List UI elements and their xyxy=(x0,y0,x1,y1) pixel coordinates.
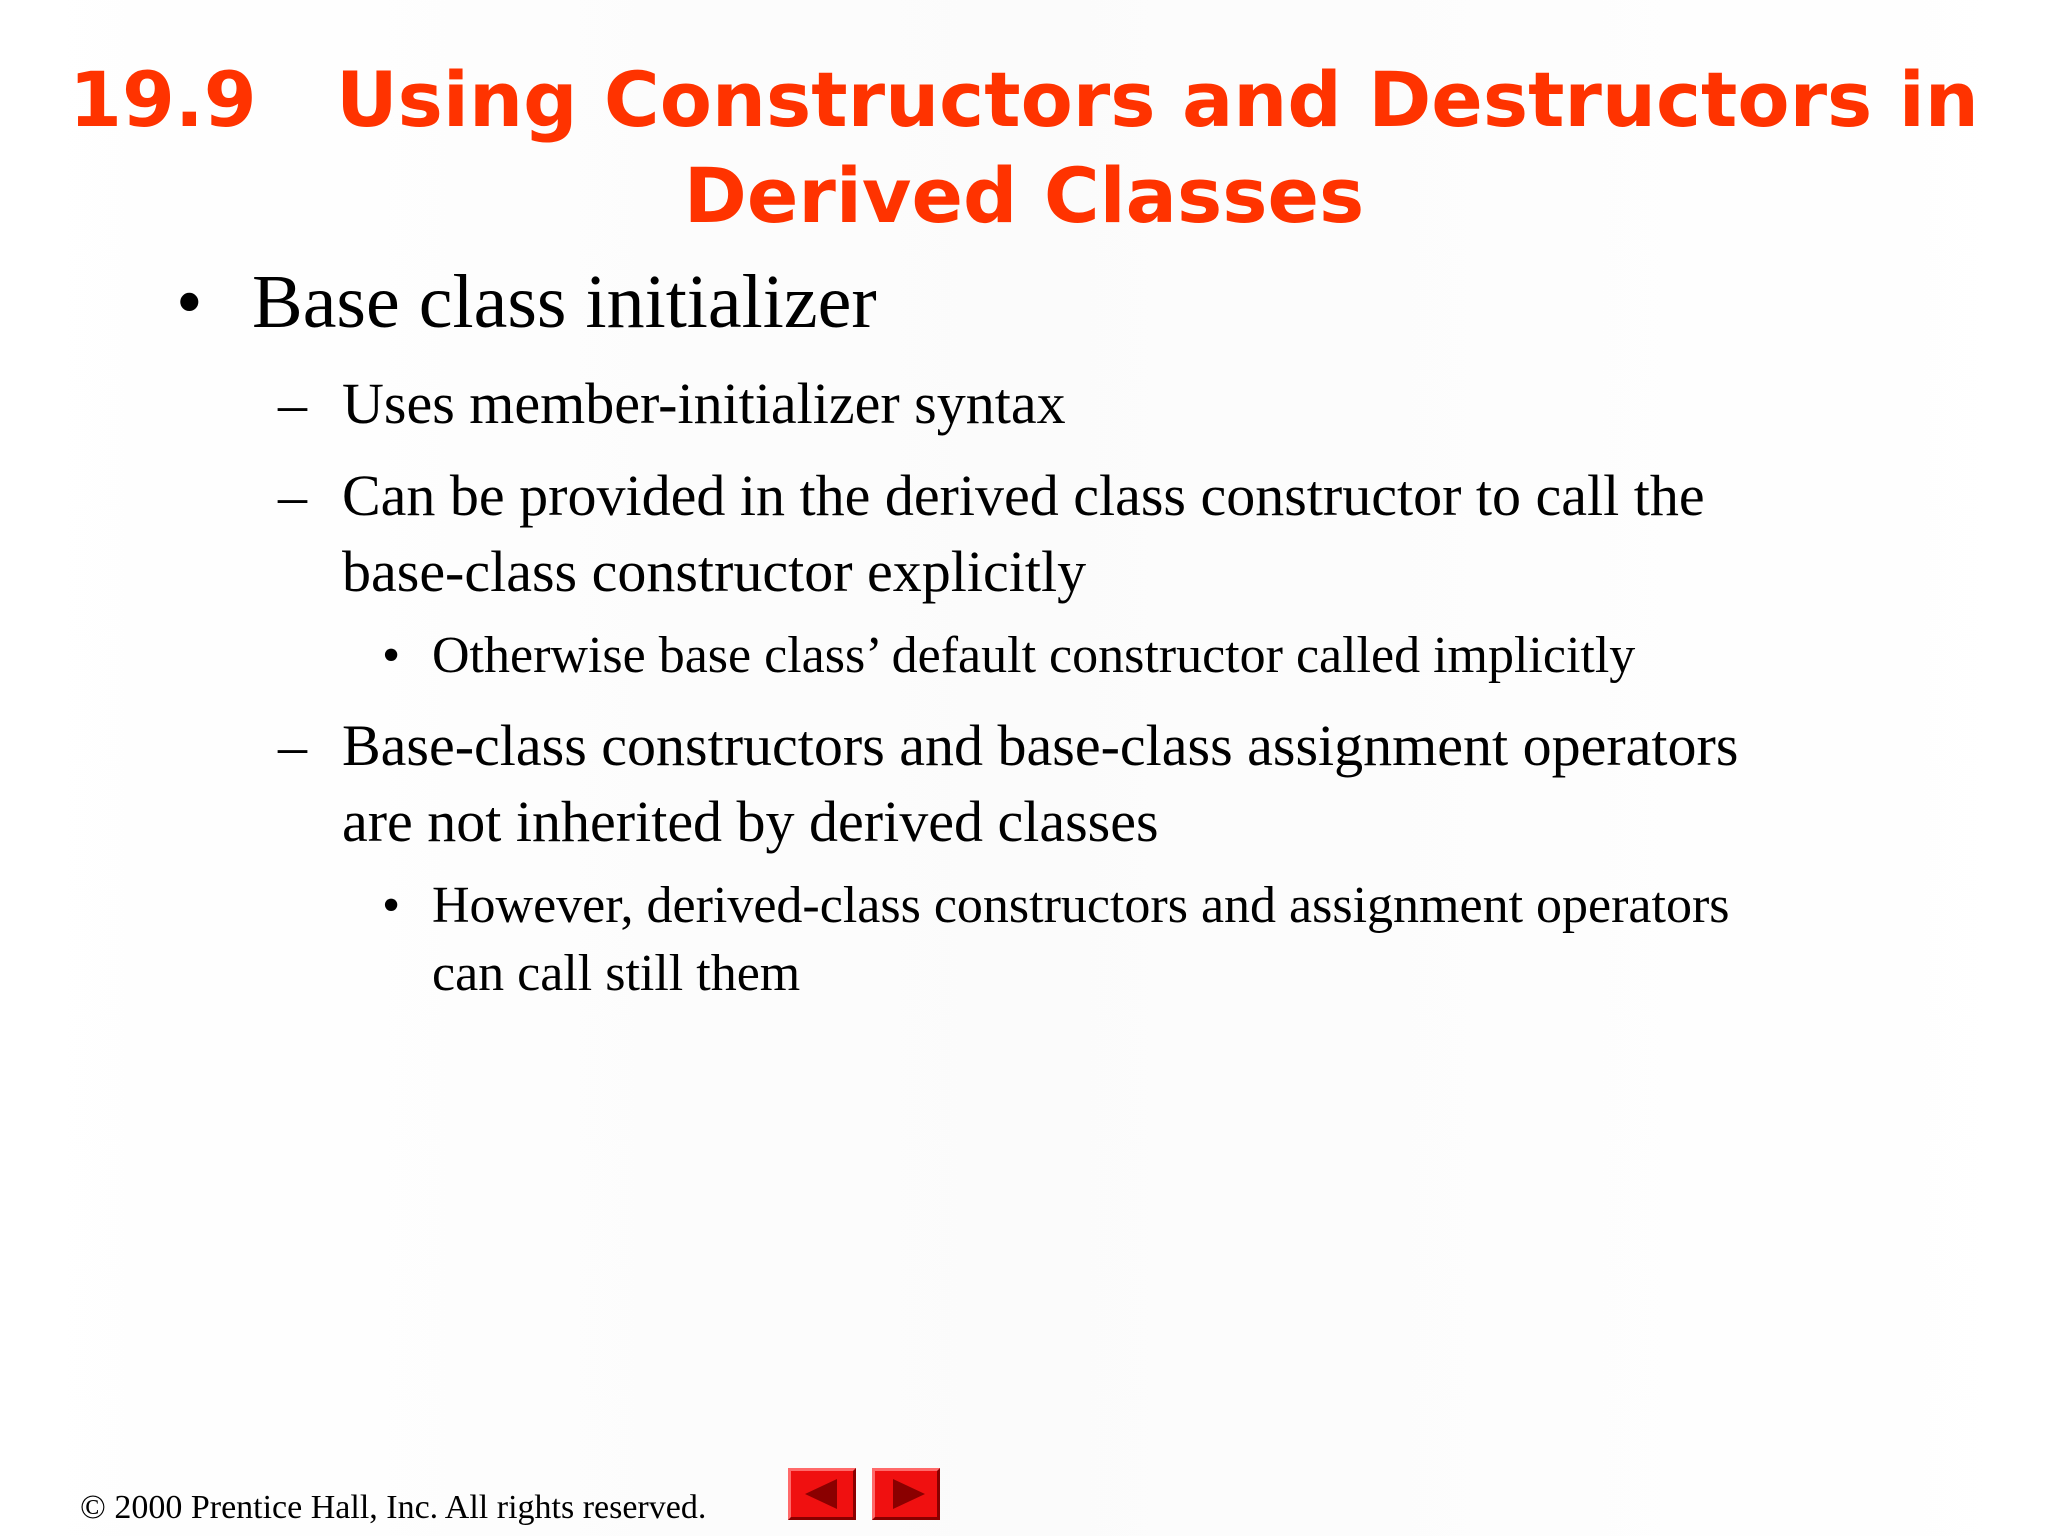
sub-bullet-text-line-1: Can be provided in the derived class constructor to call the xyxy=(342,463,1705,528)
sub-sub-bullet-text: Otherwise base class’ default constructor called implicitly xyxy=(432,627,1636,684)
bullet-marker: • xyxy=(382,627,401,684)
slide-title-line-2: Derived Classes xyxy=(683,151,1365,240)
sub-bullet-text-line-2: are not inherited by derived classes xyxy=(342,789,1159,854)
bullet-marker: • xyxy=(176,260,203,344)
dash-marker: – xyxy=(278,371,307,436)
sub-bullet-text: Uses member-initializer syntax xyxy=(342,371,1066,436)
bullet-marker: • xyxy=(382,877,401,934)
triangle-left-icon xyxy=(791,1471,853,1517)
bullet-text: Base class initializer xyxy=(252,260,877,344)
triangle-right-icon xyxy=(875,1471,937,1517)
sub-sub-bullet-text-line-1: However, derived-class constructors and assignment operators xyxy=(432,877,1730,934)
copyright-footer: © 2000 Prentice Hall, Inc. All rights reserved. xyxy=(80,1489,707,1526)
slide-title-line-1: 19.9 Using Constructors and Destructors in xyxy=(69,55,1979,144)
sub-sub-bullet-text-line-2: can call still them xyxy=(432,945,801,1002)
dash-marker: – xyxy=(278,463,307,528)
previous-slide-button[interactable] xyxy=(788,1468,856,1520)
dash-marker: – xyxy=(278,713,307,778)
sub-bullet-text-line-1: Base-class constructors and base-class assignment operators xyxy=(342,713,1739,778)
sub-bullet-text-line-2: base-class constructor explicitly xyxy=(342,539,1087,604)
next-slide-button[interactable] xyxy=(872,1468,940,1520)
